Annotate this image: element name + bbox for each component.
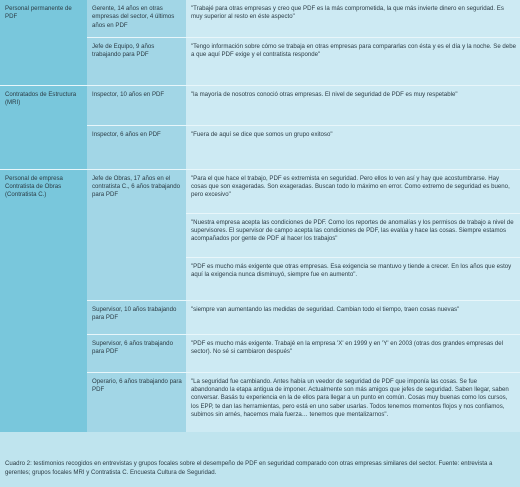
table-row [0,0,520,37]
role-cell: Supervisor, 10 años trabajando para PDF [87,300,186,334]
quote-cell: "siempre van aumentando las medidas de seguridad. Cambian todo el tiempo, traen cosas nuevas" [186,300,520,334]
quote-cell: "La seguridad fue cambiando. Antes había un veedor de seguridad de PDF que imponía las cosas. Se fue abandonando la etapa antigua de imponer. Actualmente son más amigos que jefes de seguridad. Saben llegar, saben conversar. Basás tu experiencia en la de ellos para llegar a un punto en común. Cosas muy buenas como los cursos, los EPP, te dan las herramientas, pero está en uno saber usarlas. Todos tenemos momentos flojos y nos confiamos, subimos sin arnés, hacemos mala fuerza… tenemos que mentalizarnos". [186,372,520,432]
quote-cell: "Para el que hace el trabajo, PDF es extremista en seguridad. Pero ellos lo ven así y hay que acostumbrarse. Hay cosas que son exageradas. Son exageradas. Buscan todo lo máximo en error. Como extremo de seguridad es bueno, pero excesivo" [186,169,520,213]
role-cell: Operario, 6 años trabajando para PDF [87,372,186,432]
group-cell: Personal de empresa Contratista de Obras (Contratista C.) [0,169,87,432]
role-cell: Jefe de Equipo, 9 años trabajando para PDF [87,37,186,85]
role-cell: Gerente, 14 años en otras empresas del sector, 4 últimos años en PDF [87,0,186,37]
table-row [0,85,520,125]
quote-cell: "Tengo información sobre cómo se trabaja en otras empresas para compararlas con ésta y es el día y la noche. Se debe a que aquí PDF exige y el contratista responde" [186,37,520,85]
group-cell: Contratados de Estructura (MRI) [0,85,87,169]
table-row [0,169,520,213]
role-cell: Jefe de Obras, 17 años en el contratista C., 6 años trabajando para PDF [87,169,186,300]
role-cell: Inspector, 6 años en PDF [87,125,186,169]
quote-cell: "PDF es mucho más exigente. Trabajé en la empresa 'X' en 1999 y en 'Y' en 2003 (otras dos grandes empresas del sector). No sé si cambiaron después" [186,334,520,372]
group-cell: Personal permanente de PDF [0,0,87,85]
table-caption: Cuadro 2: testimonios recogidos en entrevistas y grupos focales sobre el desempeño de PDF en seguridad comparado con otras empresas similares del sector. Fuente: entrevista a gerentes; grupos focales MRI y Contratista C. Encuesta Cultura de Seguridad. [5,460,493,476]
quote-cell: "Trabajé para otras empresas y creo que PDF es la más comprometida, la que más invierte dinero en seguridad. Es muy superior al resto en éste aspecto" [186,0,520,37]
role-cell: Supervisor, 6 años trabajando para PDF [87,334,186,372]
quote-cell: "Fuera de aquí se dice que somos un grupo exitoso" [186,125,520,169]
role-cell: Inspector, 10 años en PDF [87,85,186,125]
quote-cell: "PDF es mucho más exigente que otras empresas. Esa exigencia se mantuvo y tiende a crecer. En los años que estoy aquí la exigencia nunca disminuyó, siempre fue en aumento". [186,257,520,300]
quote-cell: "la mayoría de nosotros conoció otras empresas. El nivel de seguridad de PDF es muy respetable" [186,85,520,125]
quote-cell: "Nuestra empresa acepta las condiciones de PDF. Como los reportes de anomalías y los permisos de trabajo a nivel de supervisores. El supervisor de campo acepta las condiciones de PDF, las evalúa y hace las cosas. Siempre estamos acompañados por gente de PDF al hacer los trabajos" [186,213,520,257]
